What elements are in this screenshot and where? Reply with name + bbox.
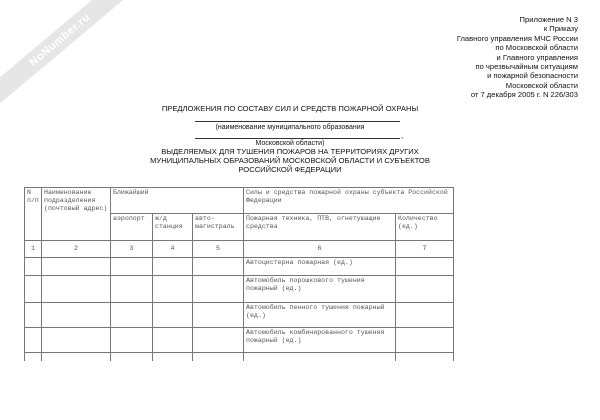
fill-line [195, 121, 400, 122]
equipment-cell: Автомобиль порошкового тушения пожарный (ед.) [244, 276, 396, 303]
title-line: ВЫДЕЛЯЕМЫХ ДЛЯ ТУШЕНИЯ ПОЖАРОВ НА ТЕРРИТОРИЯХ ДРУГИХ [161, 147, 419, 156]
header-rail: ж/д станция [153, 214, 193, 241]
comma: , [401, 131, 404, 140]
equipment-cell: Автомобиль комбинированного тушения пожарный (ед.) [244, 328, 396, 353]
table-row [25, 328, 454, 353]
appendix-line: к Приказу [543, 24, 578, 34]
table-row [25, 276, 454, 303]
equipment-cell [244, 353, 396, 361]
appendix-line: Главного управления МЧС России [456, 33, 578, 43]
appendix-line: Приложение N 3 [519, 15, 578, 24]
title-line: РОССИЙСКОЙ ФЕДЕРАЦИИ [238, 165, 342, 174]
header-road: авто- магистраль [193, 214, 244, 241]
appendix-line: по Московской области [495, 43, 578, 53]
col-number: 5 [193, 241, 244, 258]
appendix-line: от 7 декабря 2005 г. N 226/303 [470, 90, 578, 100]
heading-line: ПРЕДЛОЖЕНИЯ ПО СОСТАВУ СИЛ И СРЕДСТВ ПОЖАРНОЙ ОХРАНЫ [161, 104, 419, 113]
header-airport: аэропорт [111, 214, 153, 241]
col-number: 4 [153, 241, 193, 258]
header-equipment: Пожарная техника, ПТВ, огнетушащие средства [244, 214, 396, 241]
table-row [25, 258, 454, 276]
watermark: NoNumber.ru [0, 0, 135, 106]
equipment-cell: Автомобиль пенного тушения пожарный (ед.) [244, 303, 396, 328]
forces-table [24, 187, 454, 361]
fill-note: (наименование муниципального образования [215, 124, 365, 131]
col-number: 7 [396, 241, 454, 258]
fill-note: Московской области) [255, 140, 325, 147]
header-nearest: Ближайший [111, 188, 244, 214]
col-number: 6 [244, 241, 396, 258]
table-row [25, 303, 454, 328]
title-line: МУНИЦИПАЛЬНЫХ ОБРАЗОВАНИЙ МОСКОВСКОЙ ОБЛАСТИ И СУБЪЕКТОВ [150, 156, 430, 165]
appendix-block [457, 15, 578, 100]
appendix-line: и Главного управления [496, 52, 578, 62]
document-title [140, 147, 440, 174]
appendix-line: по чрезвычайным ситуациям [475, 62, 578, 72]
appendix-line: и пожарной безопасности [487, 71, 578, 81]
col-number: 2 [42, 241, 111, 258]
header-quantity: Количество (ед.) [396, 214, 454, 241]
header-forces: Силы и средства пожарной охраны субъекта Российской Федерации [244, 188, 454, 214]
table-row [25, 353, 454, 361]
equipment-cell: Автоцистерна пожарная (ед.) [244, 258, 396, 276]
col-number: 1 [25, 241, 42, 258]
header-num: N п/п [25, 188, 42, 241]
header-name: Наименование подразделения (почтовый адрес) [42, 188, 111, 241]
col-number: 3 [111, 241, 153, 258]
appendix-line: Московской области [505, 80, 578, 90]
